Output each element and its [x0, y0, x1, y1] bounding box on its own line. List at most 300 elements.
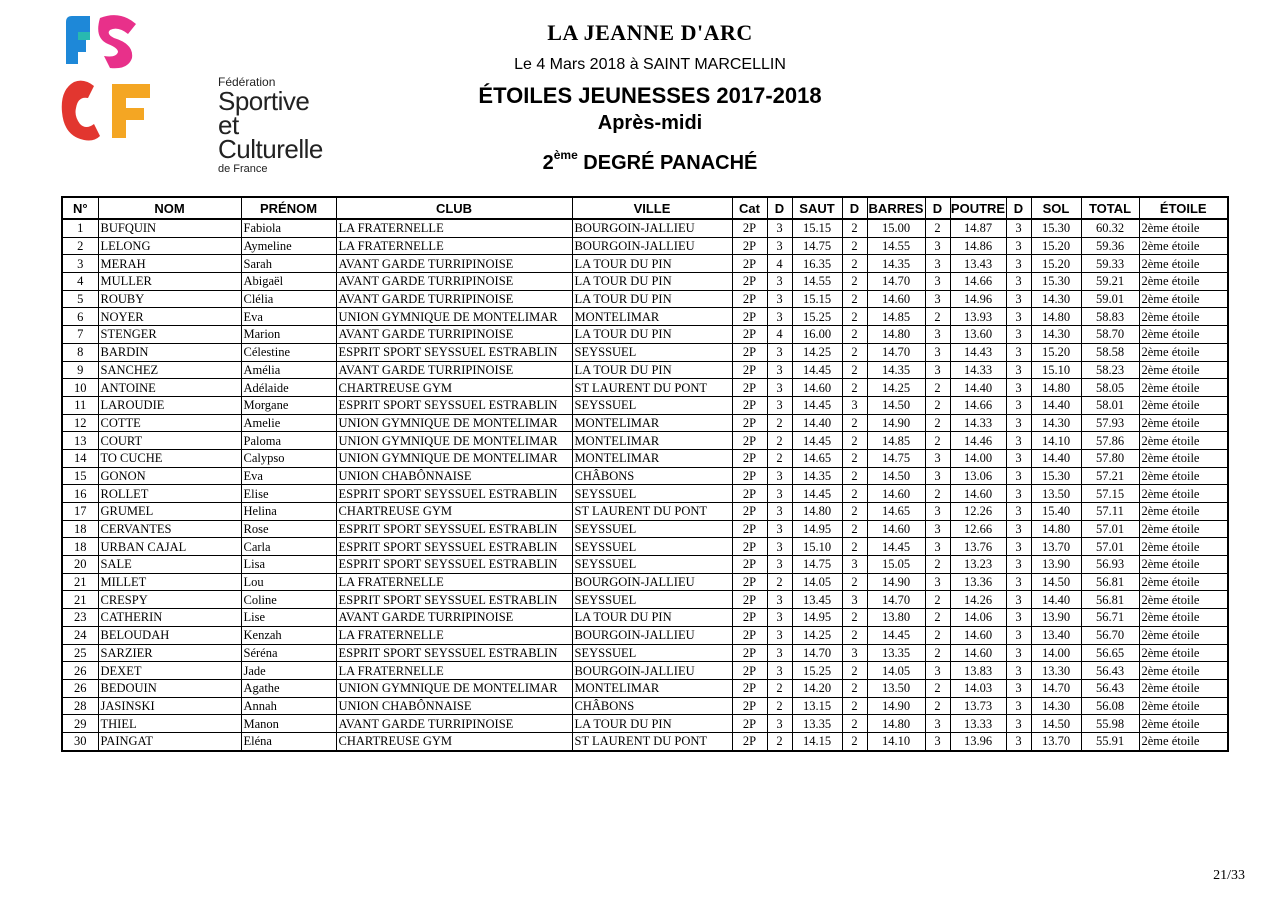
table-cell: 14.40 — [792, 414, 842, 432]
table-cell: 23 — [62, 609, 98, 627]
table-cell: 59.01 — [1081, 290, 1139, 308]
table-cell: 3 — [767, 379, 792, 397]
table-cell: 2 — [842, 255, 867, 273]
table-cell: 3 — [767, 396, 792, 414]
table-cell: 56.81 — [1081, 591, 1139, 609]
table-cell: 2ème étoile — [1139, 290, 1228, 308]
table-cell: 3 — [1006, 273, 1031, 291]
table-cell: 3 — [842, 644, 867, 662]
table-cell: CHARTREUSE GYM — [336, 503, 572, 521]
level-heading — [0, 148, 1280, 175]
table-cell: 2P — [732, 556, 767, 574]
table-cell: ST LAURENT DU PONT — [572, 379, 732, 397]
table-row — [62, 219, 1228, 237]
level-superscript: ème — [553, 148, 578, 162]
table-cell: 2ème étoile — [1139, 626, 1228, 644]
table-cell: 2P — [732, 290, 767, 308]
table-cell: Jade — [241, 662, 336, 680]
table-cell: BUFQUIN — [98, 219, 241, 237]
table-cell: 2P — [732, 485, 767, 503]
table-cell: 2 — [925, 219, 950, 237]
table-cell: 13.45 — [792, 591, 842, 609]
table-cell: 28 — [62, 697, 98, 715]
table-cell: LA FRATERNELLE — [336, 662, 572, 680]
table-cell: 58.23 — [1081, 361, 1139, 379]
table-cell: 3 — [1006, 414, 1031, 432]
table-cell: 2 — [842, 414, 867, 432]
table-cell: 2 — [925, 591, 950, 609]
table-cell: 57.01 — [1081, 520, 1139, 538]
table-header-row — [62, 197, 1228, 219]
table-cell: 14.45 — [792, 432, 842, 450]
table-cell: Kenzah — [241, 626, 336, 644]
table-cell: 56.65 — [1081, 644, 1139, 662]
table-cell: 2ème étoile — [1139, 449, 1228, 467]
table-row — [62, 485, 1228, 503]
table-cell: 14.70 — [867, 343, 925, 361]
table-cell: 2P — [732, 273, 767, 291]
table-cell: 2 — [842, 626, 867, 644]
table-cell: 14.30 — [1031, 414, 1081, 432]
table-cell: 21 — [62, 591, 98, 609]
table-cell: 12.26 — [950, 503, 1006, 521]
table-cell: 14.87 — [950, 219, 1006, 237]
level-number: 2 — [542, 152, 554, 174]
table-cell: AVANT GARDE TURRIPINOISE — [336, 326, 572, 344]
table-cell: 14.05 — [792, 573, 842, 591]
table-cell: BOURGOIN-JALLIEU — [572, 662, 732, 680]
table-cell: 3 — [925, 343, 950, 361]
table-cell: 15.40 — [1031, 503, 1081, 521]
table-cell: LA FRATERNELLE — [336, 626, 572, 644]
table-cell: 1 — [62, 219, 98, 237]
table-cell: 15.25 — [792, 662, 842, 680]
table-cell: GONON — [98, 467, 241, 485]
table-cell: 2P — [732, 715, 767, 733]
table-cell: 14.40 — [1031, 591, 1081, 609]
table-cell: 14.45 — [867, 626, 925, 644]
table-cell: 14.55 — [867, 237, 925, 255]
table-cell: CATHERIN — [98, 609, 241, 627]
table-cell: UNION GYMNIQUE DE MONTELIMAR — [336, 308, 572, 326]
table-cell: BOURGOIN-JALLIEU — [572, 219, 732, 237]
table-cell: LA FRATERNELLE — [336, 219, 572, 237]
table-cell: SEYSSUEL — [572, 591, 732, 609]
table-cell: 3 — [925, 449, 950, 467]
table-cell: Amelie — [241, 414, 336, 432]
table-cell: 13.83 — [950, 662, 1006, 680]
table-cell: Célestine — [241, 343, 336, 361]
table-cell: 14.96 — [950, 290, 1006, 308]
table-cell: 13.23 — [950, 556, 1006, 574]
table-cell: 3 — [925, 538, 950, 556]
table-cell: 2 — [925, 432, 950, 450]
table-cell: 9 — [62, 361, 98, 379]
column-header: N° — [62, 197, 98, 219]
table-cell: 21 — [62, 573, 98, 591]
table-cell: Agathe — [241, 679, 336, 697]
table-cell: 14.30 — [1031, 326, 1081, 344]
table-cell: 14.45 — [792, 396, 842, 414]
table-cell: AVANT GARDE TURRIPINOISE — [336, 715, 572, 733]
table-cell: 10 — [62, 379, 98, 397]
table-cell: 4 — [62, 273, 98, 291]
column-header: Cat — [732, 197, 767, 219]
table-cell: 14.75 — [792, 237, 842, 255]
table-cell: 2 — [842, 732, 867, 750]
table-cell: 3 — [1006, 255, 1031, 273]
table-cell: 14.60 — [867, 485, 925, 503]
table-cell: 2P — [732, 503, 767, 521]
table-cell: 13.70 — [1031, 538, 1081, 556]
table-cell: 2P — [732, 520, 767, 538]
table-cell: 2ème étoile — [1139, 679, 1228, 697]
table-cell: 3 — [1006, 308, 1031, 326]
table-cell: 2P — [732, 361, 767, 379]
table-cell: 3 — [1006, 573, 1031, 591]
table-cell: 14.50 — [867, 467, 925, 485]
table-cell: 57.86 — [1081, 432, 1139, 450]
table-cell: 13.40 — [1031, 626, 1081, 644]
table-cell: 30 — [62, 732, 98, 750]
table-cell: 2P — [732, 467, 767, 485]
table-cell: 2ème étoile — [1139, 644, 1228, 662]
table-cell: 14.66 — [950, 396, 1006, 414]
table-cell: Lou — [241, 573, 336, 591]
table-cell: 3 — [767, 609, 792, 627]
table-cell: Calypso — [241, 449, 336, 467]
table-cell: 14.25 — [792, 343, 842, 361]
table-cell: 2P — [732, 697, 767, 715]
table-cell: 15.30 — [1031, 219, 1081, 237]
table-cell: ANTOINE — [98, 379, 241, 397]
table-cell: 3 — [925, 573, 950, 591]
table-cell: Abigaël — [241, 273, 336, 291]
table-cell: 2ème étoile — [1139, 732, 1228, 750]
table-cell: 14.86 — [950, 237, 1006, 255]
table-cell: 3 — [1006, 662, 1031, 680]
table-cell: AVANT GARDE TURRIPINOISE — [336, 273, 572, 291]
table-cell: 14.65 — [867, 503, 925, 521]
table-cell: 2 — [925, 626, 950, 644]
event-name: ÉTOILES JEUNESSES 2017-2018 — [478, 83, 822, 108]
table-cell: 2ème étoile — [1139, 361, 1228, 379]
table-cell: 2P — [732, 432, 767, 450]
table-cell: 15.30 — [1031, 467, 1081, 485]
table-cell: UNION CHABÔNNAISE — [336, 467, 572, 485]
table-cell: 14.80 — [792, 503, 842, 521]
column-header: CLUB — [336, 197, 572, 219]
table-cell: 2P — [732, 626, 767, 644]
table-cell: Eva — [241, 308, 336, 326]
table-cell: 2 — [767, 679, 792, 697]
table-cell: 3 — [1006, 219, 1031, 237]
table-row — [62, 255, 1228, 273]
table-cell: MONTELIMAR — [572, 432, 732, 450]
table-cell: 3 — [1006, 343, 1031, 361]
table-cell: 3 — [1006, 326, 1031, 344]
table-cell: 14.35 — [867, 361, 925, 379]
table-cell: LAROUDIE — [98, 396, 241, 414]
table-row — [62, 237, 1228, 255]
table-row — [62, 556, 1228, 574]
table-cell: 2ème étoile — [1139, 573, 1228, 591]
table-cell: 3 — [925, 361, 950, 379]
table-cell: 2 — [842, 290, 867, 308]
table-cell: 58.01 — [1081, 396, 1139, 414]
column-header: D — [842, 197, 867, 219]
column-header: PRÉNOM — [241, 197, 336, 219]
table-cell: 58.05 — [1081, 379, 1139, 397]
table-cell: SEYSSUEL — [572, 556, 732, 574]
table-cell: 15.10 — [792, 538, 842, 556]
table-cell: 8 — [62, 343, 98, 361]
table-cell: 14 — [62, 449, 98, 467]
table-cell: Lisa — [241, 556, 336, 574]
table-cell: 2 — [842, 273, 867, 291]
table-cell: 14.10 — [867, 732, 925, 750]
table-cell: 14.80 — [1031, 308, 1081, 326]
table-cell: 3 — [925, 273, 950, 291]
table-cell: 2 — [842, 573, 867, 591]
table-row — [62, 520, 1228, 538]
table-cell: 14.65 — [792, 449, 842, 467]
table-cell: ROLLET — [98, 485, 241, 503]
table-cell: SEYSSUEL — [572, 485, 732, 503]
table-cell: 14.50 — [1031, 573, 1081, 591]
table-cell: 14.95 — [792, 609, 842, 627]
table-cell: 2ème étoile — [1139, 326, 1228, 344]
table-cell: 14.60 — [950, 485, 1006, 503]
table-cell: 14.70 — [792, 644, 842, 662]
table-cell: 2P — [732, 219, 767, 237]
table-cell: 2 — [62, 237, 98, 255]
table-cell: 13.33 — [950, 715, 1006, 733]
table-cell: 14.80 — [867, 326, 925, 344]
logo-line-sportive: Sportive — [218, 86, 310, 116]
table-cell: 2ème étoile — [1139, 697, 1228, 715]
table-cell: 3 — [1006, 379, 1031, 397]
table-cell: 3 — [767, 343, 792, 361]
table-cell: BOURGOIN-JALLIEU — [572, 573, 732, 591]
table-row — [62, 326, 1228, 344]
table-cell: MERAH — [98, 255, 241, 273]
table-cell: 14.30 — [1031, 290, 1081, 308]
table-cell: 2 — [842, 538, 867, 556]
table-cell: Morgane — [241, 396, 336, 414]
column-header: SAUT — [792, 197, 842, 219]
table-cell: SANCHEZ — [98, 361, 241, 379]
table-cell: MONTELIMAR — [572, 414, 732, 432]
table-cell: 2ème étoile — [1139, 520, 1228, 538]
table-cell: 2 — [842, 449, 867, 467]
table-cell: 14.75 — [792, 556, 842, 574]
table-cell: 2ème étoile — [1139, 414, 1228, 432]
table-cell: 2ème étoile — [1139, 503, 1228, 521]
table-cell: ESPRIT SPORT SEYSSUEL ESTRABLIN — [336, 644, 572, 662]
table-cell: LA FRATERNELLE — [336, 237, 572, 255]
column-header: ÉTOILE — [1139, 197, 1228, 219]
table-row — [62, 308, 1228, 326]
table-cell: 18 — [62, 538, 98, 556]
table-cell: ESPRIT SPORT SEYSSUEL ESTRABLIN — [336, 396, 572, 414]
table-cell: 11 — [62, 396, 98, 414]
table-cell: ST LAURENT DU PONT — [572, 503, 732, 521]
table-row — [62, 503, 1228, 521]
table-cell: 13.76 — [950, 538, 1006, 556]
table-cell: LA TOUR DU PIN — [572, 361, 732, 379]
table-cell: 14.95 — [792, 520, 842, 538]
table-cell: Coline — [241, 591, 336, 609]
table-cell: Séréna — [241, 644, 336, 662]
table-cell: 13.60 — [950, 326, 1006, 344]
table-cell: 3 — [1006, 609, 1031, 627]
table-cell: 3 — [925, 662, 950, 680]
table-cell: 2 — [842, 343, 867, 361]
table-cell: 2 — [925, 644, 950, 662]
table-cell: Helina — [241, 503, 336, 521]
table-cell: 2ème étoile — [1139, 219, 1228, 237]
table-cell: ESPRIT SPORT SEYSSUEL ESTRABLIN — [336, 343, 572, 361]
table-cell: MONTELIMAR — [572, 449, 732, 467]
table-cell: 3 — [842, 556, 867, 574]
table-cell: 56.43 — [1081, 662, 1139, 680]
table-cell: 2 — [842, 326, 867, 344]
table-cell: 14.33 — [950, 361, 1006, 379]
table-cell: 3 — [1006, 626, 1031, 644]
table-cell: SEYSSUEL — [572, 396, 732, 414]
table-cell: 3 — [842, 396, 867, 414]
logo-line-culturelle: et Culturelle — [218, 110, 323, 164]
table-cell: 3 — [1006, 644, 1031, 662]
table-cell: 3 — [925, 326, 950, 344]
table-cell: 2 — [767, 732, 792, 750]
table-cell: UNION GYMNIQUE DE MONTELIMAR — [336, 679, 572, 697]
table-cell: COURT — [98, 432, 241, 450]
table-row — [62, 432, 1228, 450]
table-cell: 2P — [732, 679, 767, 697]
column-header: SOL — [1031, 197, 1081, 219]
table-cell: 3 — [767, 591, 792, 609]
table-cell: AVANT GARDE TURRIPINOISE — [336, 255, 572, 273]
table-cell: Fabiola — [241, 219, 336, 237]
table-cell: 13.50 — [1031, 485, 1081, 503]
table-cell: 14.46 — [950, 432, 1006, 450]
table-cell: 3 — [925, 732, 950, 750]
table-cell: 2 — [925, 308, 950, 326]
table-cell: 14.70 — [1031, 679, 1081, 697]
column-header: NOM — [98, 197, 241, 219]
table-cell: 13.43 — [950, 255, 1006, 273]
table-cell: 3 — [925, 520, 950, 538]
table-cell: 2P — [732, 308, 767, 326]
results-table — [61, 196, 1229, 752]
table-cell: 56.71 — [1081, 609, 1139, 627]
table-cell: Carla — [241, 538, 336, 556]
table-cell: 14.03 — [950, 679, 1006, 697]
table-row — [62, 414, 1228, 432]
table-cell: 58.83 — [1081, 308, 1139, 326]
table-row — [62, 679, 1228, 697]
table-cell: 13.06 — [950, 467, 1006, 485]
table-cell: 3 — [1006, 732, 1031, 750]
table-cell: 3 — [1006, 715, 1031, 733]
table-cell: 14.06 — [950, 609, 1006, 627]
table-cell: BEDOUIN — [98, 679, 241, 697]
table-cell: 14.15 — [792, 732, 842, 750]
table-cell: COTTE — [98, 414, 241, 432]
event-date-location: Le 4 Mars 2018 à SAINT MARCELLIN — [514, 56, 786, 73]
table-cell: 14.90 — [867, 414, 925, 432]
table-cell: 59.36 — [1081, 237, 1139, 255]
table-cell: 2ème étoile — [1139, 538, 1228, 556]
table-row — [62, 361, 1228, 379]
table-cell: LA TOUR DU PIN — [572, 715, 732, 733]
table-cell: BARDIN — [98, 343, 241, 361]
event-session: Après-midi — [597, 112, 703, 134]
table-cell: 57.15 — [1081, 485, 1139, 503]
table-cell: 14.35 — [867, 255, 925, 273]
table-cell: 14.43 — [950, 343, 1006, 361]
table-cell: UNION GYMNIQUE DE MONTELIMAR — [336, 432, 572, 450]
table-row — [62, 449, 1228, 467]
table-cell: 14.70 — [867, 273, 925, 291]
table-cell: 13.30 — [1031, 662, 1081, 680]
table-cell: SARZIER — [98, 644, 241, 662]
table-cell: 14.40 — [1031, 449, 1081, 467]
table-cell: 57.11 — [1081, 503, 1139, 521]
table-cell: 2ème étoile — [1139, 467, 1228, 485]
table-cell: 15.15 — [792, 290, 842, 308]
table-cell: 60.32 — [1081, 219, 1139, 237]
table-cell: 6 — [62, 308, 98, 326]
table-cell: 58.58 — [1081, 343, 1139, 361]
table-cell: 3 — [767, 290, 792, 308]
table-cell: 15.20 — [1031, 343, 1081, 361]
table-cell: 3 — [767, 273, 792, 291]
column-header: BARRES — [867, 197, 925, 219]
table-cell: 56.93 — [1081, 556, 1139, 574]
table-cell: 3 — [1006, 591, 1031, 609]
table-cell: SALE — [98, 556, 241, 574]
table-row — [62, 379, 1228, 397]
table-cell: 59.33 — [1081, 255, 1139, 273]
table-cell: 2 — [842, 485, 867, 503]
table-cell: LA TOUR DU PIN — [572, 326, 732, 344]
table-cell: 13.35 — [867, 644, 925, 662]
table-cell: 3 — [1006, 538, 1031, 556]
table-cell: 3 — [767, 361, 792, 379]
level-text: DEGRÉ PANACHÉ — [577, 152, 758, 174]
table-cell: 2ème étoile — [1139, 591, 1228, 609]
table-cell: Rose — [241, 520, 336, 538]
table-cell: STENGER — [98, 326, 241, 344]
table-row — [62, 697, 1228, 715]
table-cell: 13.35 — [792, 715, 842, 733]
table-cell: 2ème étoile — [1139, 485, 1228, 503]
table-cell: 15.10 — [1031, 361, 1081, 379]
table-cell: 3 — [925, 467, 950, 485]
table-cell: SEYSSUEL — [572, 644, 732, 662]
table-cell: 13.70 — [1031, 732, 1081, 750]
table-cell: 2 — [925, 556, 950, 574]
table-cell: Sarah — [241, 255, 336, 273]
logo-line-france: de France — [218, 163, 268, 175]
table-cell: 3 — [767, 715, 792, 733]
table-cell: Clélia — [241, 290, 336, 308]
table-cell: 14.80 — [867, 715, 925, 733]
page-title: LA JEANNE D'ARC — [547, 20, 753, 45]
